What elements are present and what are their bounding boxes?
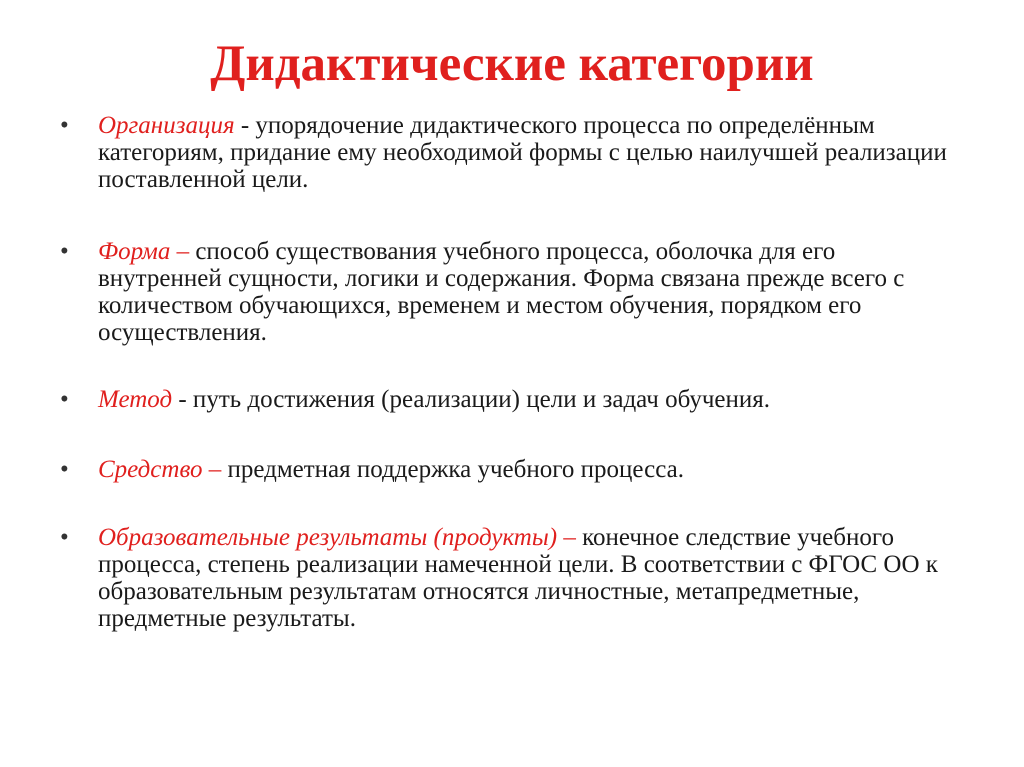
- item-text: [98, 524, 960, 632]
- list-item-method: [60, 386, 960, 413]
- list-item-results: [60, 524, 960, 632]
- bullet-icon: •: [60, 524, 69, 551]
- list-item-form: [60, 238, 960, 346]
- item-term: Организация: [98, 112, 241, 139]
- item-text: [98, 112, 960, 193]
- list-item-means: [60, 456, 960, 483]
- list-item-organization: [60, 112, 960, 193]
- item-definition: - упорядочение дидактического процесса по определённым категориям, придание ему необходимой формы с целью наилучшей реализации поставленной цели.: [98, 112, 947, 193]
- item-text: [98, 238, 960, 346]
- bullet-icon: •: [60, 238, 69, 265]
- item-definition: конечное следствие учебного процесса, степень реализации намеченной цели. В соответствии с ФГОС ОО к образовательным результатам относятся личностные, метапредметные, предметные результаты.: [98, 524, 938, 632]
- item-text: [98, 386, 960, 413]
- bullet-icon: •: [60, 456, 69, 483]
- item-definition: способ существования учебного процесса, оболочка для его внутренней сущности, логики и содержания. Форма связана прежде всего с количеством обучающихся, временем и местом обучения, порядком его осуществления.: [98, 238, 905, 346]
- item-definition: предметная поддержка учебного процесса.: [227, 456, 684, 483]
- bullet-icon: •: [60, 386, 69, 413]
- item-term: Метод: [98, 386, 179, 413]
- item-text: [98, 456, 960, 483]
- item-definition: - путь достижения (реализации) цели и задач обучения.: [178, 386, 771, 413]
- item-term: Средство –: [98, 456, 228, 483]
- item-term: Образовательные результаты (продукты) –: [98, 524, 583, 551]
- slide-title: Дидактические категории: [210, 36, 814, 92]
- bullet-icon: •: [60, 112, 69, 139]
- item-term: Форма –: [98, 238, 196, 265]
